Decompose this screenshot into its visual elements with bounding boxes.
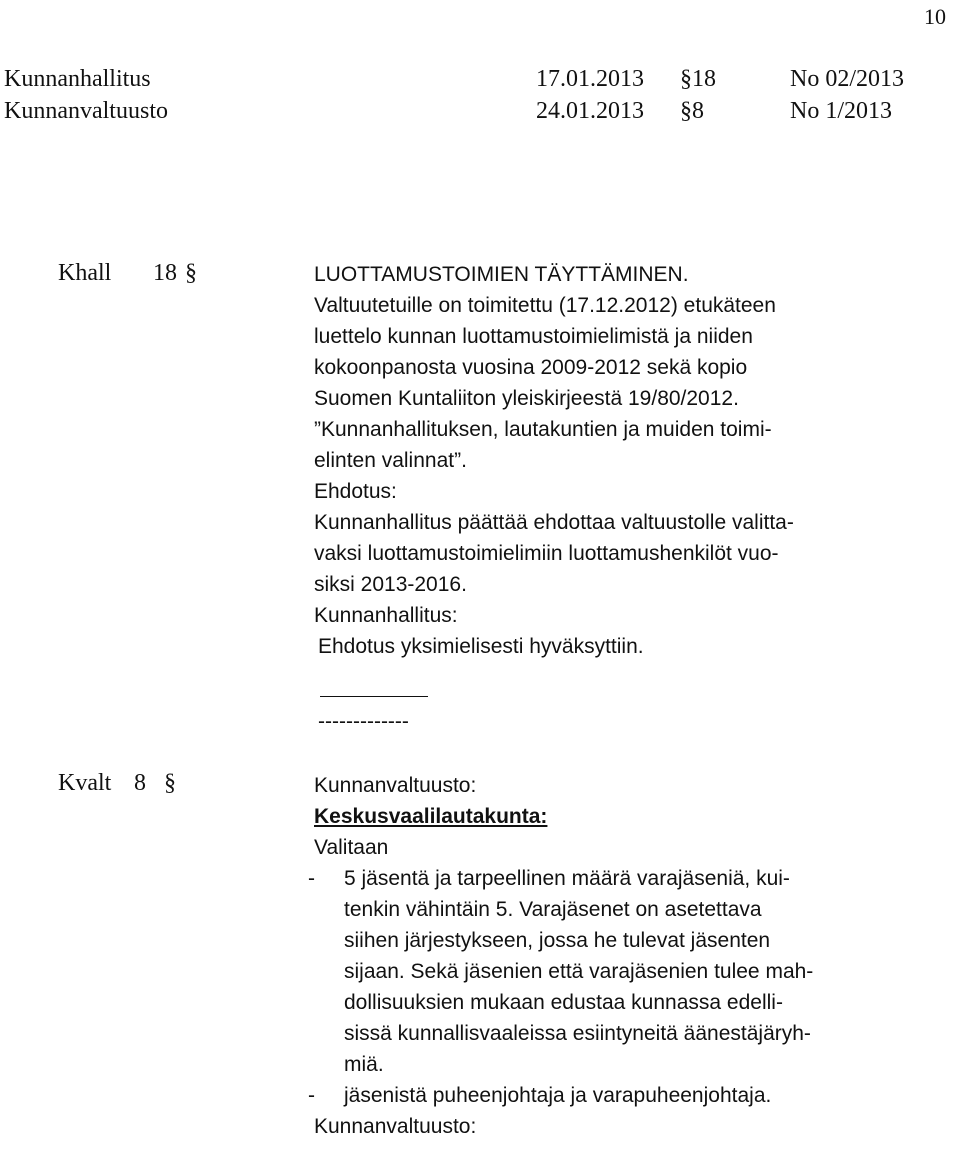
bullet-dash: - — [308, 867, 315, 890]
bullet-item — [308, 863, 813, 1080]
bullet-line: tenkin vähintäin 5. Varajäsenet on asetettava — [344, 898, 762, 921]
body-line: siksi 2013-2016. — [314, 573, 467, 596]
bullet-item — [308, 1080, 813, 1111]
intro-text: Valitaan — [314, 836, 389, 859]
header-no-2: No 1/2013 — [790, 98, 892, 124]
header-para-1: §18 — [680, 66, 716, 92]
committee-heading: Keskusvaalilautakunta: — [314, 805, 548, 828]
decision-text: Ehdotus yksimielisesti hyväksyttiin. — [318, 635, 644, 658]
proposal-label: Ehdotus: — [314, 480, 397, 503]
header-no-1: No 02/2013 — [790, 66, 904, 92]
item1-ref: Khall — [58, 260, 112, 286]
bullet-line: sijaan. Sekä jäsenien että varajäsenien tulee mah- — [344, 960, 814, 983]
body-line: luettelo kunnan luottamustoimielimistä ja niiden — [314, 325, 753, 348]
header-body-1: Kunnanhallitus — [4, 66, 151, 92]
item1-num: 18 — [153, 260, 177, 286]
header-body-2: Kunnanvaltuusto — [4, 98, 168, 124]
body-line: vaksi luottamustoimielimiin luottamushenkilöt vuo- — [314, 542, 779, 565]
body-line: elinten valinnat”. — [314, 449, 467, 472]
bullet-line: siihen järjestykseen, jossa he tulevat jäsenten — [344, 929, 771, 952]
item2-para-sign: § — [164, 770, 176, 796]
bullet-line: jäsenistä puheenjohtaja ja varapuheenjohtaja. — [344, 1084, 772, 1107]
council-heading: Kunnanvaltuusto: — [314, 774, 477, 797]
header-date-2: 24.01.2013 — [536, 98, 644, 124]
separator-dashes: ------------- — [318, 710, 409, 733]
item1-body — [314, 259, 794, 662]
bullet-line: miä. — [344, 1053, 384, 1076]
body-line: ”Kunnanhallituksen, lautakuntien ja muiden toimi- — [314, 418, 772, 441]
bullet-line: 5 jäsentä ja tarpeellinen määrä varajäseniä, kui- — [344, 867, 790, 890]
item2-body — [308, 770, 814, 1142]
bullet-dash: - — [308, 1084, 315, 1107]
council-footer-label: Kunnanvaltuusto: — [314, 1115, 477, 1138]
item1-para-sign: § — [185, 260, 197, 286]
body-line: kokoonpanosta vuosina 2009-2012 sekä kopio — [314, 356, 748, 379]
header-para-2: §8 — [680, 98, 704, 124]
item2-num: 8 — [134, 770, 146, 796]
item2-ref: Kvalt — [58, 770, 112, 796]
decision-label: Kunnanhallitus: — [314, 604, 458, 627]
body-line: Suomen Kuntaliiton yleiskirjeestä 19/80/2012. — [314, 387, 739, 410]
item-title: LUOTTAMUSTOIMIEN TÄYTTÄMINEN. — [314, 263, 689, 286]
bullet-line: sissä kunnallisvaaleissa esiintyneitä äänestäjäryh- — [344, 1022, 811, 1045]
bullet-line: dollisuuksien mukaan edustaa kunnassa edelli- — [344, 991, 783, 1014]
body-line: Valtuutetuille on toimitettu (17.12.2012) etukäteen — [314, 294, 776, 317]
page-number: 10 — [924, 4, 946, 29]
separator-rule — [320, 696, 428, 697]
header-date-1: 17.01.2013 — [536, 66, 644, 92]
body-line: Kunnanhallitus päättää ehdottaa valtuustolle valitta- — [314, 511, 794, 534]
